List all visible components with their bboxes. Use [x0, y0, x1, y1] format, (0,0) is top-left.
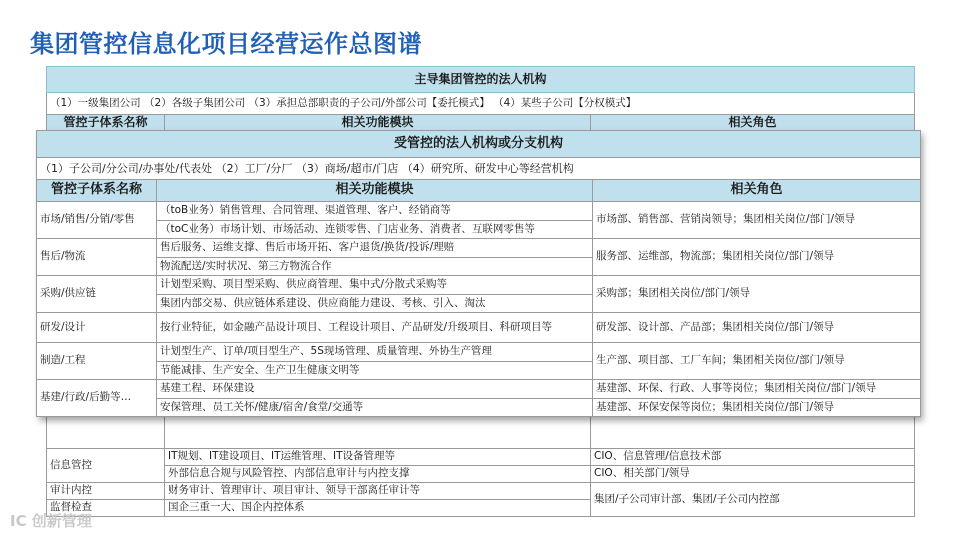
- col-header-modules: 相关功能模块: [157, 180, 593, 202]
- subsystem-name: 市场/销售/分销/零售: [37, 202, 157, 239]
- controlled-entities-categories: （1）子公司/分公司/办事处/代表处 （2）工厂/分厂 （3）商场/超市/门店 （4）研究所、研发中心等经营机构: [37, 158, 921, 180]
- col-header-name: 管控子体系名称: [37, 180, 157, 202]
- module-cell: （toC业务）市场计划、市场活动、连锁零售、门店业务、消费者、互联网零售等: [157, 220, 593, 239]
- col-header-roles: 相关角色: [593, 180, 921, 202]
- module-cell: 安保管理、员工关怀/健康/宿舍/食堂/交通等: [157, 398, 593, 417]
- module-cell: 节能减排、生产安全、生产卫生健康文明等: [157, 361, 593, 380]
- role-cell: 研发部、设计部、产品部；集团相关岗位/部门/领导: [593, 313, 921, 343]
- subsystem-name: 采购/供应链: [37, 276, 157, 313]
- role-cell: 服务部、运维部，物流部；集团相关岗位/部门/领导: [593, 239, 921, 276]
- col-header-roles: 相关角色: [591, 115, 915, 131]
- controlling-entities-categories: （1）一级集团公司 （2）各级子集团公司 （3）承担总部职责的子公司/外部公司【委托模式】 （4）某些子公司【分权模式】: [47, 93, 915, 115]
- module-cell: （toB业务）销售管理、合同管理、渠道管理、客户、经销商等: [157, 202, 593, 221]
- module-cell: 计划型生产、订单/项目型生产、5S现场管理、质量管理、外协生产管理: [157, 343, 593, 362]
- subsystem-name: 监督检查: [47, 500, 165, 517]
- subsystem-name: 研发/设计: [37, 313, 157, 343]
- role-cell: 生产部、项目部、工厂车间；集团相关岗位/部门/领导: [593, 343, 921, 380]
- module-cell: 计划型采购、项目型采购、供应商管理、集中式/分散式采购等: [157, 276, 593, 295]
- module-cell: 按行业特征，如金融产品设计项目、工程设计项目、产品研发/升级项目、科研项目等: [157, 313, 593, 343]
- role-cell: 集团/子公司审计部、集团/子公司内控部: [591, 483, 915, 517]
- role-cell: 采购部；集团相关岗位/部门/领导: [593, 276, 921, 313]
- role-cell: CIO、信息管理/信息技术部: [591, 449, 915, 466]
- page-title: 集团管控信息化项目经营运作总图谱: [30, 30, 422, 58]
- col-header-name: 管控子体系名称: [47, 115, 165, 131]
- watermark-logo: IC 创新管理: [10, 512, 92, 530]
- subsystem-name: 制造/工程: [37, 343, 157, 380]
- module-cell: 国企三重一大、国企内控体系: [165, 500, 591, 517]
- subsystem-name: 基建/行政/后勤等…: [37, 380, 157, 417]
- role-cell: 基建部、环保、行政、人事等岗位；集团相关岗位/部门/领导: [593, 380, 921, 399]
- module-cell: 物流配送/实时状况、第三方物流合作: [157, 257, 593, 276]
- module-cell: 基建工程、环保建设: [157, 380, 593, 399]
- col-header-modules: 相关功能模块: [165, 115, 591, 131]
- role-cell: 市场部、销售部、营销岗领导；集团相关岗位/部门/领导: [593, 202, 921, 239]
- module-cell: IT规划、IT建设项目、IT运维管理、IT设备管理等: [165, 449, 591, 466]
- module-cell: 财务审计、管理审计、项目审计、领导干部离任审计等: [165, 483, 591, 500]
- subsystem-name: 审计内控: [47, 483, 165, 500]
- role-cell: CIO、相关部门/领导: [591, 466, 915, 483]
- subsystem-name: 售后/物流: [37, 239, 157, 276]
- module-cell: 售后服务、运维支撑、售后市场开拓、客户退货/换货/投诉/理赔: [157, 239, 593, 258]
- module-cell: 集团内部交易、供应链体系建设、供应商能力建设、考核、引入、淘汰: [157, 294, 593, 313]
- module-cell: 外部信息合规与风险管控、内部信息审计与内控支撑: [165, 466, 591, 483]
- controlled-entities-table: [36, 130, 920, 417]
- subsystem-name: 信息管控: [47, 449, 165, 483]
- controlling-entities-header: 主导集团管控的法人机构: [47, 67, 915, 93]
- role-cell: 基建部、环保安保等岗位；集团相关岗位/部门/领导: [593, 398, 921, 417]
- controlled-entities-header: 受管控的法人机构或分支机构: [37, 131, 921, 158]
